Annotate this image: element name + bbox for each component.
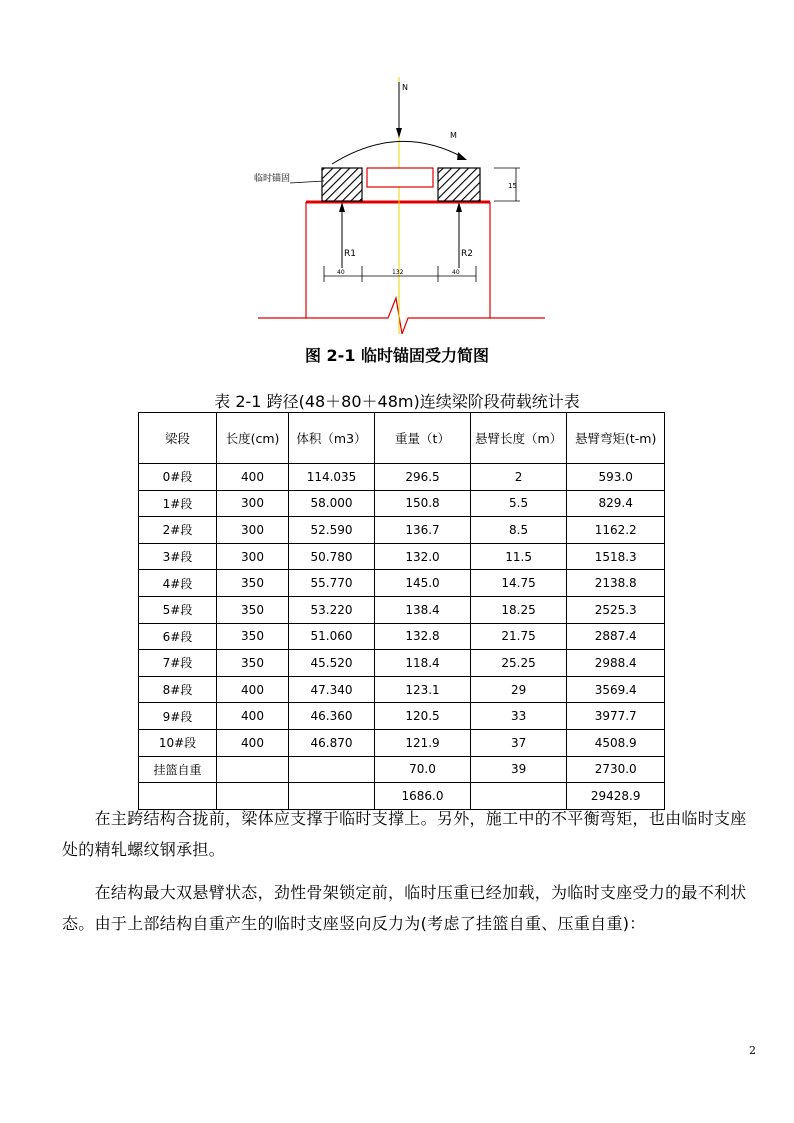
table-cell: 350 [217, 623, 289, 650]
table-row [139, 570, 665, 597]
table-cell: 2730.0 [567, 756, 665, 783]
table-row [139, 729, 665, 756]
left-support-block [322, 168, 362, 201]
table-cell: 150.8 [375, 490, 471, 517]
table-cell: 0#段 [139, 464, 217, 491]
paragraph-2: 在结构最大双悬臂状态，劲性骨架锁定前，临时压重已经加载，为临时支座受力的最不利状态。由于上部结构自重产生的临时支座竖向反力为(考虑了挂篮自重、压重自重)： [62, 883, 747, 933]
n-arrow-head [396, 128, 402, 138]
table-cell: 46.870 [289, 729, 375, 756]
table-row [139, 650, 665, 677]
table-cell: 46.360 [289, 703, 375, 730]
table-row [139, 596, 665, 623]
table-cell [289, 756, 375, 783]
table-cell: 50.780 [289, 543, 375, 570]
table-cell: 296.5 [375, 464, 471, 491]
table-cell: 2 [471, 464, 567, 491]
table-cell: 21.75 [471, 623, 567, 650]
label-m: M [450, 131, 457, 140]
table-header-row [139, 413, 665, 464]
table-cell: 33 [471, 703, 567, 730]
table-cell: 400 [217, 729, 289, 756]
table-cell: 挂篮自重 [139, 756, 217, 783]
table-cell: 8#段 [139, 676, 217, 703]
table-cell: 4508.9 [567, 729, 665, 756]
table-cell: 300 [217, 517, 289, 544]
dim-mid: 132 [392, 269, 404, 276]
table-cell: 2#段 [139, 517, 217, 544]
table-cell: 829.4 [567, 490, 665, 517]
table-row [139, 464, 665, 491]
label-r2: R2 [461, 249, 473, 259]
dim-left: 40 [337, 269, 345, 276]
table-row [139, 543, 665, 570]
table-cell: 350 [217, 570, 289, 597]
table-cell: 138.4 [375, 596, 471, 623]
table-cell: 10#段 [139, 729, 217, 756]
table-cell: 2525.3 [567, 596, 665, 623]
label-n: N [402, 83, 408, 92]
header-cell: 梁段 [139, 413, 217, 464]
table-cell: 2988.4 [567, 650, 665, 677]
table-cell: 400 [217, 464, 289, 491]
table-row [139, 517, 665, 544]
table-cell: 45.520 [289, 650, 375, 677]
table-cell: 2887.4 [567, 623, 665, 650]
table-row [139, 676, 665, 703]
table-cell: 14.75 [471, 570, 567, 597]
table-cell: 1518.3 [567, 543, 665, 570]
table-row [139, 703, 665, 730]
moment-arrow-head [457, 152, 467, 160]
table-cell: 53.220 [289, 596, 375, 623]
break-line [306, 298, 490, 334]
table-cell: 300 [217, 543, 289, 570]
table-cell: 18.25 [471, 596, 567, 623]
table-cell: 29 [471, 676, 567, 703]
table-caption: 表 2-1 跨径(48＋80＋48m)连续梁阶段荷载统计表 [214, 392, 580, 411]
table-cell [217, 756, 289, 783]
header-cell: 体积（m3） [289, 413, 375, 464]
header-cell: 重量（t） [375, 413, 471, 464]
header-cell: 长度(cm) [217, 413, 289, 464]
header-cell: 悬臂弯矩(t-m) [567, 413, 665, 464]
table-cell: 6#段 [139, 623, 217, 650]
table-cell: 39 [471, 756, 567, 783]
moment-arc [332, 141, 464, 164]
page-number: 2 [749, 1044, 756, 1057]
pier-outline [258, 202, 306, 318]
table-cell: 300 [217, 490, 289, 517]
table-row [139, 756, 665, 783]
table-cell: 121.9 [375, 729, 471, 756]
figure-caption: 图 2-1 临时锚固受力简图 [304, 346, 490, 365]
table-cell: 114.035 [289, 464, 375, 491]
table-cell: 8.5 [471, 517, 567, 544]
table-cell: 593.0 [567, 464, 665, 491]
table-cell: 3977.7 [567, 703, 665, 730]
table-cell: 58.000 [289, 490, 375, 517]
table-cell: 47.340 [289, 676, 375, 703]
table-cell: 9#段 [139, 703, 217, 730]
table-cell: 51.060 [289, 623, 375, 650]
table-cell: 123.1 [375, 676, 471, 703]
table-row [139, 623, 665, 650]
table-row [139, 490, 665, 517]
pier-outline-right [490, 202, 545, 318]
table-cell: 7#段 [139, 650, 217, 677]
label-h: 15 [508, 182, 517, 190]
table-cell: 3#段 [139, 543, 217, 570]
table-cell: 2138.8 [567, 570, 665, 597]
table-cell: 11.5 [471, 543, 567, 570]
table-cell: 145.0 [375, 570, 471, 597]
center-block [367, 168, 433, 187]
table-cell: 132.8 [375, 623, 471, 650]
table-cell: 120.5 [375, 703, 471, 730]
table-cell: 29428.9 [567, 783, 665, 810]
table-cell: 3569.4 [567, 676, 665, 703]
right-support-block [438, 168, 480, 201]
dim-right: 40 [452, 269, 460, 276]
table-cell: 1#段 [139, 490, 217, 517]
table-cell: 400 [217, 676, 289, 703]
table-cell: 136.7 [375, 517, 471, 544]
label-r1: R1 [344, 249, 356, 259]
table-cell: 37 [471, 729, 567, 756]
table-cell: 4#段 [139, 570, 217, 597]
table-cell: 25.25 [471, 650, 567, 677]
table-cell: 1162.2 [567, 517, 665, 544]
table-cell: 400 [217, 703, 289, 730]
table-cell: 5#段 [139, 596, 217, 623]
table-cell: 52.590 [289, 517, 375, 544]
table-cell: 55.770 [289, 570, 375, 597]
anchorage-force-diagram [250, 72, 550, 334]
table-cell: 1686.0 [375, 783, 471, 810]
label-left: 临时锚固 [254, 174, 291, 184]
load-statistics-table [138, 412, 665, 810]
table-cell: 70.0 [375, 756, 471, 783]
table-cell: 132.0 [375, 543, 471, 570]
table-cell: 118.4 [375, 650, 471, 677]
table-cell: 350 [217, 596, 289, 623]
paragraph-1: 在主跨结构合拢前，梁体应支撑于临时支撑上。另外，施工中的不平衡弯矩，也由临时支座处的精轧螺纹钢承担。 [62, 809, 747, 859]
table-cell: 350 [217, 650, 289, 677]
table-cell: 5.5 [471, 490, 567, 517]
header-cell: 悬臂长度（m） [471, 413, 567, 464]
